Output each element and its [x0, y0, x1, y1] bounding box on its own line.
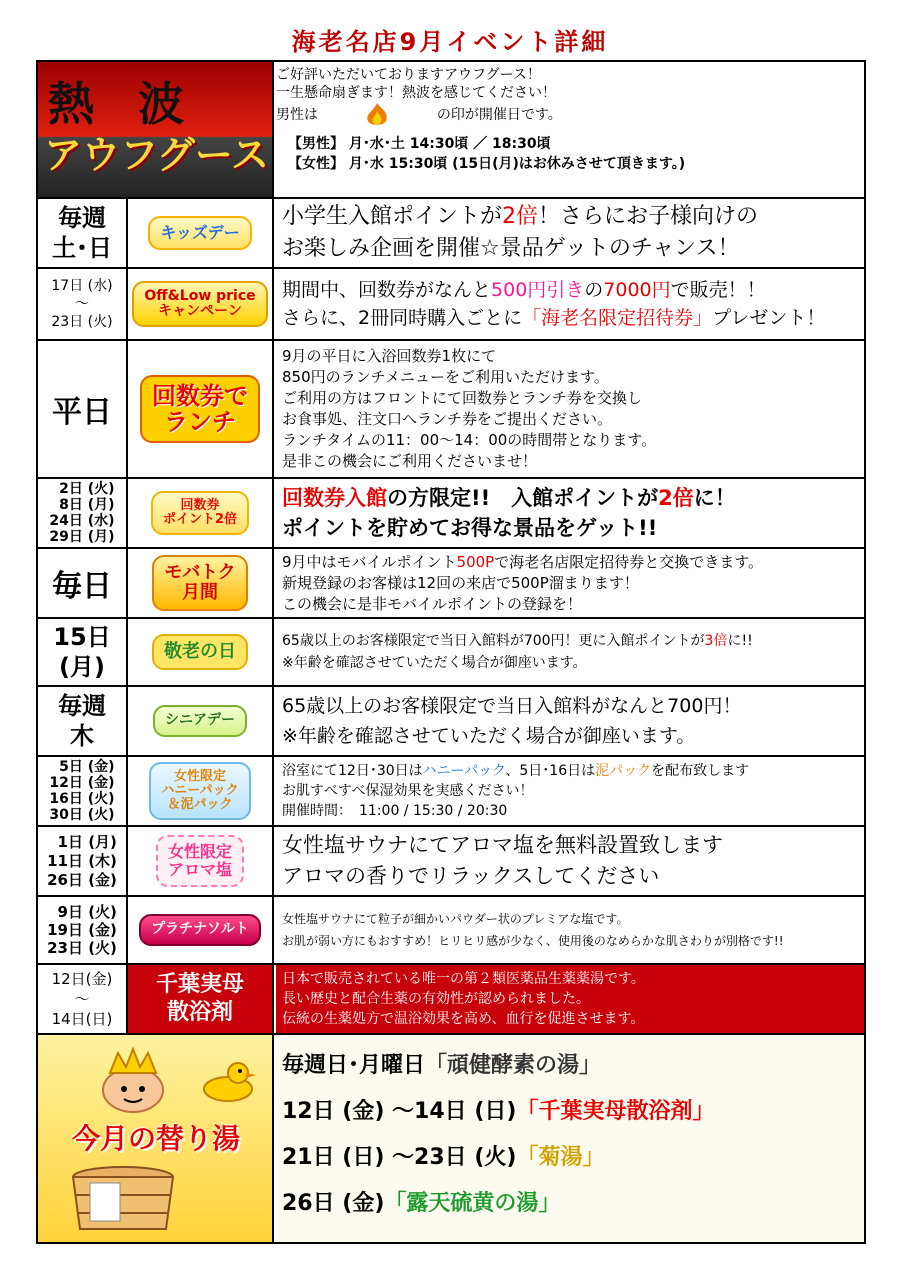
offlow-badge-cell — [128, 269, 274, 339]
pack-line2: お肌すべすべ保湿効果を実感ください！ — [282, 783, 534, 799]
pack-badge-cell — [128, 757, 274, 825]
aufguss-badge-bottom: アウフグース — [44, 133, 269, 177]
offlow-badge: Off&Low price キャンペーン — [132, 281, 267, 328]
keirou-l1-a: 65歳以上のお客様限定で当日入館料が700円！更に入館ポイントが — [282, 633, 705, 649]
aroma-date — [38, 827, 128, 895]
kids-line2: お楽しみ企画を開催☆景品ゲットのチャンス！ — [282, 236, 740, 261]
date-item: 1日 (月) — [57, 832, 117, 851]
lunch-desc — [276, 341, 864, 477]
pack-date — [38, 757, 128, 825]
aufguss-male: 【男性】 月･水･土 14:30頃 ／ 18:30頃 — [288, 136, 551, 152]
platinum-desc — [276, 897, 864, 963]
mobatoku-badge-cell — [128, 549, 274, 617]
row-kids — [38, 199, 864, 269]
pack-desc — [276, 757, 864, 825]
kawariyu-when: 12日 (金) ～14日 (日) — [282, 1099, 517, 1124]
pack-line1 — [282, 761, 858, 781]
ticketpoint-badge-cell — [128, 479, 274, 547]
aufguss-badge-top: 熱 波 — [48, 77, 199, 131]
ticketpoint-l1-c: 2倍 — [658, 486, 694, 510]
offlow-l1-a: 期間中、回数券がなんと — [282, 279, 492, 301]
keirou-line1 — [282, 630, 858, 652]
chiba-badge-cell — [128, 965, 274, 1033]
row-ticketpoint — [38, 479, 864, 549]
ticketpoint-l1-b: の方限定!! 入館ポイントが — [387, 486, 659, 510]
date-item: 9日 (火) — [57, 903, 117, 921]
aufguss-line3-post: の印が開催日です。 — [436, 107, 562, 123]
offlow-date: 17日 (水) ～ 23日 (火) — [38, 269, 128, 339]
offlow-desc — [276, 269, 864, 339]
date-item: 19日 (金) — [47, 921, 117, 939]
kids-line1 — [282, 201, 858, 233]
date-item: 11日 (木) — [47, 851, 117, 870]
keirou-l1-b: 3倍 — [704, 633, 728, 649]
ticketpoint-line1 — [282, 483, 858, 513]
date-item: 24日 (水) — [49, 513, 115, 529]
row-aroma — [38, 827, 864, 897]
kids-badge-cell — [128, 199, 274, 267]
senior-badge: シニアデー — [153, 705, 247, 736]
duck-icon — [198, 1055, 258, 1109]
ticketpoint-badge: 回数券 ポイント2倍 — [151, 491, 249, 536]
kids-badge: キッズデー — [148, 216, 251, 250]
senior-line2: ※年齢を確認させていただく場合が御座います。 — [282, 725, 696, 747]
offlow-l1-b: 500円引き — [491, 279, 585, 301]
aroma-badge: 女性限定 アロマ塩 — [156, 835, 244, 886]
row-lunch — [38, 341, 864, 479]
ticketpoint-line2: ポイントを貯めてお得な景品をゲット!! — [282, 516, 658, 540]
aroma-line1: 女性塩サウナにてアロマ塩を無料設置致します — [282, 833, 723, 857]
date-item: 5日 (金) — [59, 759, 115, 775]
mobatoku-date: 毎日 — [38, 549, 128, 617]
pack-l1-c: 、5日･16日は — [505, 763, 596, 779]
lunch-line: 是非この機会にご利用くださいませ！ — [282, 452, 538, 470]
kids-l1-a: 小学生入館ポイントが — [282, 204, 503, 229]
date-item: 29日 (月) — [49, 529, 115, 545]
offlow-line2 — [282, 304, 858, 332]
date-item: 23日 (火) — [47, 939, 117, 957]
offlow-l1-e: で販売！！ — [670, 279, 766, 301]
mobatoku-line3: この機会に是非モバイルポイントの登録を！ — [282, 594, 583, 613]
mobatoku-badge: モバトク 月間 — [152, 555, 247, 611]
chiba-line3: 伝統の生薬処方で温浴効果を高め、血行を促進させます。 — [282, 1011, 645, 1027]
senior-desc — [276, 687, 864, 755]
kawariyu-when: 26日 (金) — [282, 1191, 385, 1216]
mobatoku-line2: 新規登録のお客様は12回の来店で500P溜まります！ — [282, 573, 639, 592]
kawariyu-row — [282, 1135, 858, 1181]
mobatoku-desc — [276, 549, 864, 617]
offlow-line1 — [282, 276, 858, 304]
offlow-l2-c: プレゼント！ — [712, 307, 826, 329]
row-senior — [38, 687, 864, 757]
chiba-line2: 長い歴史と配合生薬の有効性が認められました。 — [282, 991, 590, 1007]
keirou-line2: ※年齢を確認させていただく場合が御座います。 — [282, 655, 587, 671]
row-aufguss — [38, 62, 864, 199]
chiba-desc — [276, 965, 864, 1033]
row-kawariyu — [38, 1035, 864, 1242]
chiba-badge: 千葉実母 散浴剤 — [155, 972, 244, 1025]
kawariyu-when: 毎週日･月曜日 — [282, 1053, 426, 1078]
kids-l1-c: ！さらにお子様向けの — [538, 204, 759, 229]
senior-line1: 65歳以上のお客様限定で当日入館料がなんと700円！ — [282, 695, 742, 717]
mobatoku-l1-c: で海老名店限定招待券と交換できます。 — [494, 552, 764, 571]
offlow-l2-b: 「海老名限定招待券」 — [522, 307, 713, 329]
lunch-badge: 回数券で ランチ — [140, 375, 260, 444]
lunch-badge-cell — [128, 341, 274, 477]
kids-date: 毎週 土･日 — [38, 199, 128, 267]
pack-l1-d: 泥パック — [595, 763, 652, 779]
keirou-date: 15日 (月) — [38, 619, 128, 685]
platinum-date — [38, 897, 128, 963]
aufguss-line3 — [276, 102, 864, 128]
offlow-l1-c: の — [584, 279, 604, 301]
row-pack — [38, 757, 864, 827]
date-item: 12日 (金) — [49, 775, 115, 791]
senior-date: 毎週 木 — [38, 687, 128, 755]
platinum-badge: プラチナソルト — [139, 914, 261, 945]
kids-l1-b: 2倍 — [502, 204, 539, 229]
chiba-date: 12日(金) ～ 14日(日) — [38, 965, 128, 1033]
aufguss-female: 【女性】 月･水 15:30頃 (15日(月)はお休みさせて頂きます。) — [288, 156, 686, 172]
row-mobatoku — [38, 549, 864, 619]
offlow-l2-a: さらに、2冊同時購入ごとに — [282, 307, 523, 329]
row-keirou — [38, 619, 864, 687]
pack-l1-a: 浴室にて12日･30日は — [282, 763, 423, 779]
pack-l1-e: を配布致します — [651, 763, 750, 779]
mascot-icon — [88, 1045, 178, 1119]
offlow-l1-d: 7000円 — [603, 279, 671, 301]
pack-l1-b: ハニーパック — [422, 763, 506, 779]
bucket-icon — [68, 1165, 178, 1239]
aufguss-desc — [276, 66, 864, 174]
mobatoku-l1-b: 500P — [456, 552, 495, 571]
kawariyu-badge: 今月の替り湯 — [71, 1122, 240, 1155]
page-title: 海老名店9月イベント詳細 — [291, 28, 609, 56]
flame-icon — [362, 102, 392, 128]
keirou-desc — [276, 619, 864, 685]
ticketpoint-date — [38, 479, 128, 547]
kawariyu-name: 「露天硫黄の湯」 — [384, 1191, 561, 1216]
senior-badge-cell — [128, 687, 274, 755]
keirou-badge: 敬老の日 — [152, 634, 248, 670]
platinum-line1: 女性塩サウナにて粒子が細かいパウダー状のプレミアな塩です。 — [282, 912, 629, 926]
row-offlow — [38, 269, 864, 341]
lunch-line: ご利用の方はフロントにて回数券とランチ券を交換し — [282, 389, 643, 407]
kawariyu-row — [282, 1089, 858, 1135]
platinum-line2: お肌が弱い方にもおすすめ！ヒリヒリ感が少なく、使用後のなめらかな肌さわりが別格です!! — [282, 934, 784, 948]
date-item: 2日 (火) — [59, 481, 115, 497]
aroma-badge-cell — [128, 827, 274, 895]
aufguss-badge — [38, 62, 274, 197]
ticketpoint-l1-a: 回数券入館 — [282, 486, 387, 510]
kawariyu-row — [282, 1181, 858, 1227]
pack-line3: 開催時間： 11:00 / 15:30 / 20:30 — [282, 803, 508, 819]
lunch-line: 850円のランチメニューをご利用いただけます。 — [282, 368, 609, 386]
kawariyu-row — [282, 1043, 858, 1089]
lunch-line: お食事処、注文口へランチ券をご提出ください。 — [282, 410, 613, 428]
aroma-desc — [276, 827, 864, 895]
aufguss-line1: ご好評いただいておりますアウフグース！ — [276, 67, 541, 83]
ticketpoint-l1-d: に！ — [693, 486, 736, 510]
keirou-badge-cell — [128, 619, 274, 685]
kawariyu-name: 「菊湯」 — [516, 1145, 605, 1170]
row-platinum — [38, 897, 864, 965]
date-item: 30日 (火) — [49, 807, 115, 823]
kawariyu-name: 「千葉実母散浴剤」 — [516, 1099, 715, 1124]
aufguss-line3-pre: 男性は — [276, 107, 318, 123]
pack-badge: 女性限定 ハニーパック ＆泥パック — [149, 762, 250, 821]
lunch-line: ランチタイムの11：00～14：00の時間帯となります。 — [282, 431, 657, 449]
kawariyu-when: 21日 (日) ～23日 (火) — [282, 1145, 517, 1170]
kawariyu-name: 「頑健酵素の湯」 — [425, 1053, 602, 1078]
aufguss-line2: 一生懸命扇ぎます！熱波を感じてください！ — [276, 85, 556, 101]
chiba-line1: 日本で販売されている唯一の第２類医薬品生薬薬湯です。 — [282, 971, 645, 987]
mobatoku-line1 — [282, 552, 858, 573]
lunch-line: 9月の平日に入浴回数券1枚にて — [282, 347, 497, 365]
kids-desc — [276, 199, 864, 267]
event-sheet — [36, 60, 866, 1244]
mobatoku-l1-a: 9月中はモバイルポイント — [282, 552, 457, 571]
date-item: 16日 (火) — [49, 791, 115, 807]
kawariyu-list — [276, 1035, 864, 1242]
ticketpoint-desc — [276, 479, 864, 547]
lunch-date: 平日 — [38, 341, 128, 477]
aroma-line2: アロマの香りでリラックスしてください — [282, 864, 660, 888]
date-item: 26日 (金) — [47, 870, 117, 889]
row-chiba — [38, 965, 864, 1035]
keirou-l1-c: に!! — [727, 633, 753, 649]
platinum-badge-cell — [128, 897, 274, 963]
kawariyu-badge-cell — [38, 1035, 274, 1242]
date-item: 8日 (月) — [59, 497, 115, 513]
